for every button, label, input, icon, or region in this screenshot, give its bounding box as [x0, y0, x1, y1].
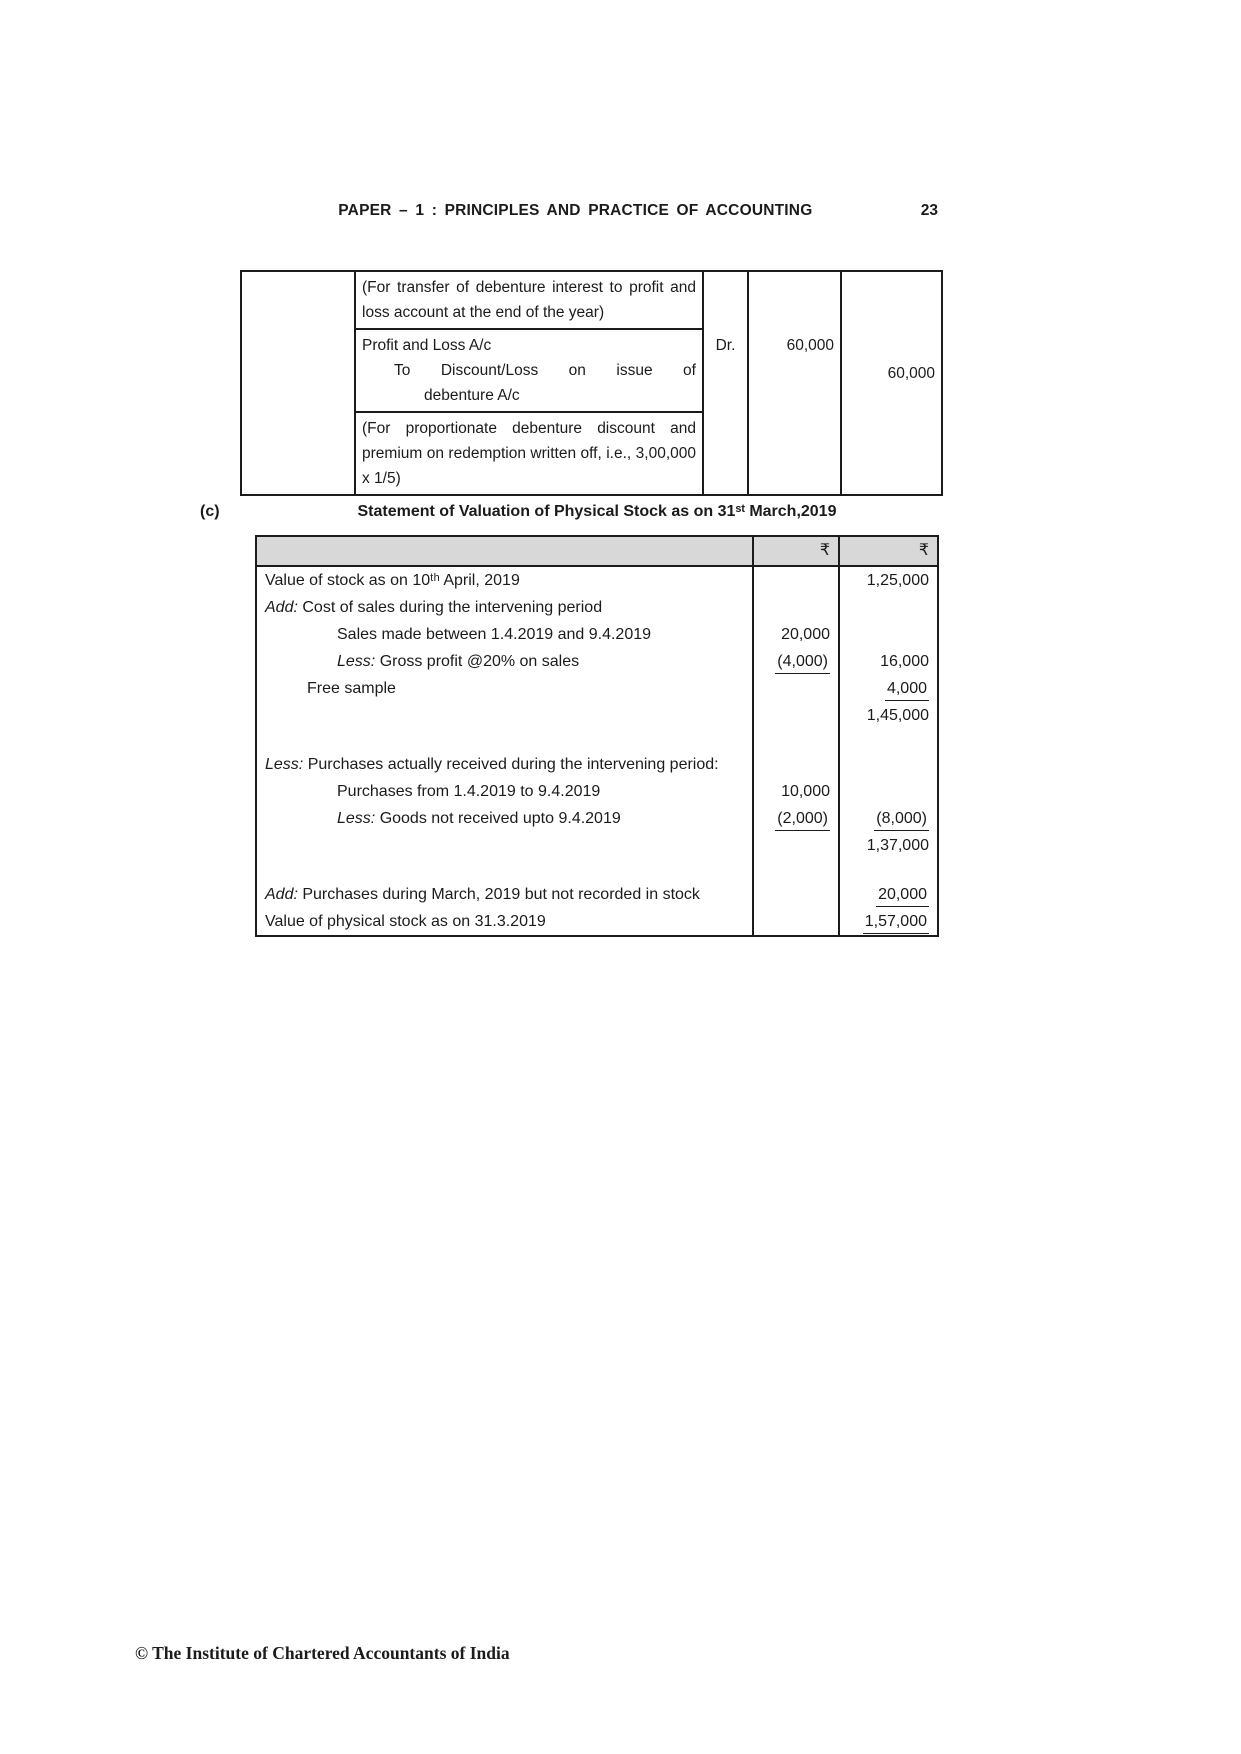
- copyright-footer: © The Institute of Chartered Accountants of India: [135, 1643, 510, 1663]
- journal-credit-col-cell: [840, 413, 941, 494]
- journal-credit-account-line1: To Discount/Loss on issue of: [394, 362, 696, 379]
- journal-narration-top: (For transfer of debenture interest to profit and loss account at the end of the year): [354, 272, 702, 330]
- journal-debit-col-cell: [747, 413, 840, 494]
- row-prefix: Add:: [265, 599, 303, 616]
- table-row: [257, 567, 937, 594]
- journal-date-cell: [242, 330, 354, 413]
- header-rupee-col1: ₹: [752, 537, 838, 565]
- row-amount-underlined: (4,000): [775, 652, 830, 674]
- table-row-spacer: [257, 859, 937, 881]
- row-text: Purchases actually received during the intervening period:: [307, 756, 719, 773]
- journal-date-cell: [242, 413, 354, 494]
- table-row: [257, 675, 937, 702]
- row-amount: 1,45,000: [866, 707, 929, 724]
- journal-debit-col-cell: [747, 272, 840, 330]
- journal-debit-account: Profit and Loss A/c: [362, 337, 492, 354]
- row-text: Cost of sales during the intervening period: [302, 599, 603, 616]
- row-amount-underlined: 20,000: [876, 885, 929, 907]
- table-row: [257, 648, 937, 675]
- table-row: [257, 778, 937, 805]
- valuation-table-header: [257, 537, 937, 567]
- row-amount-underlined: 1,57,000: [863, 912, 929, 934]
- page-title: PAPER – 1 : PRINCIPLES AND PRACTICE OF ACCOUNTING: [338, 202, 813, 219]
- journal-credit-account-line2: debenture A/c: [424, 387, 520, 404]
- page-number: 23: [920, 202, 938, 219]
- section-label: (c): [200, 503, 220, 520]
- header-rupee-col2: ₹: [838, 537, 937, 565]
- journal-credit-col-cell: [840, 272, 941, 330]
- row-amount: 10,000: [781, 783, 830, 800]
- row-text: Gross profit @20% on sales: [379, 653, 580, 670]
- journal-table: [240, 270, 943, 496]
- journal-narration-bottom: (For proportionate debenture discount and premium on redemption written off, i.e., 3,00,000 x 1/5): [354, 413, 702, 494]
- journal-dr-col-cell: [702, 413, 747, 494]
- row-amount: 20,000: [781, 626, 830, 643]
- row-amount-underlined: (2,000): [775, 809, 830, 831]
- row-text: Goods not received upto 9.4.2019: [379, 810, 621, 827]
- row-amount: 1,25,000: [866, 572, 929, 589]
- table-row: [257, 621, 937, 648]
- table-row: [257, 832, 937, 859]
- journal-dr-col-cell: [702, 272, 747, 330]
- row-text: Sales made between 1.4.2019 and 9.4.2019: [337, 626, 652, 643]
- page-header: [240, 202, 938, 220]
- row-prefix: Less:: [337, 653, 380, 670]
- row-text: Value of physical stock as on 31.3.2019: [265, 913, 546, 930]
- header-desc-cell: [257, 537, 752, 565]
- journal-entry-cell: [354, 330, 702, 413]
- table-row-spacer: [257, 729, 937, 751]
- table-row: [257, 751, 937, 778]
- row-prefix: Less:: [265, 756, 308, 773]
- section-heading: Statement of Valuation of Physical Stock as on 31ˢᵗ March,2019: [357, 503, 837, 520]
- row-amount: 1,37,000: [866, 837, 929, 854]
- journal-dr-label: Dr.: [702, 330, 747, 413]
- row-text: Value of stock as on 10ᵗʰ April, 2019: [265, 572, 520, 589]
- row-amount-underlined: (8,000): [874, 809, 929, 831]
- row-prefix: Add:: [265, 886, 303, 903]
- valuation-table: [255, 535, 939, 937]
- row-text: Purchases from 1.4.2019 to 9.4.2019: [337, 783, 601, 800]
- journal-debit-amount: 60,000: [747, 330, 840, 413]
- row-amount: 16,000: [880, 653, 929, 670]
- row-amount-underlined: 4,000: [885, 679, 929, 701]
- table-row: [257, 908, 937, 935]
- row-text: Purchases during March, 2019 but not recorded in stock: [302, 886, 700, 903]
- table-row: [257, 594, 937, 621]
- table-row: [257, 805, 937, 832]
- table-row: [257, 702, 937, 729]
- row-prefix: Less:: [337, 810, 380, 827]
- journal-credit-amount: 60,000: [840, 330, 941, 413]
- table-row: [257, 881, 937, 908]
- journal-date-cell: [242, 272, 354, 330]
- row-text: Free sample: [307, 680, 396, 697]
